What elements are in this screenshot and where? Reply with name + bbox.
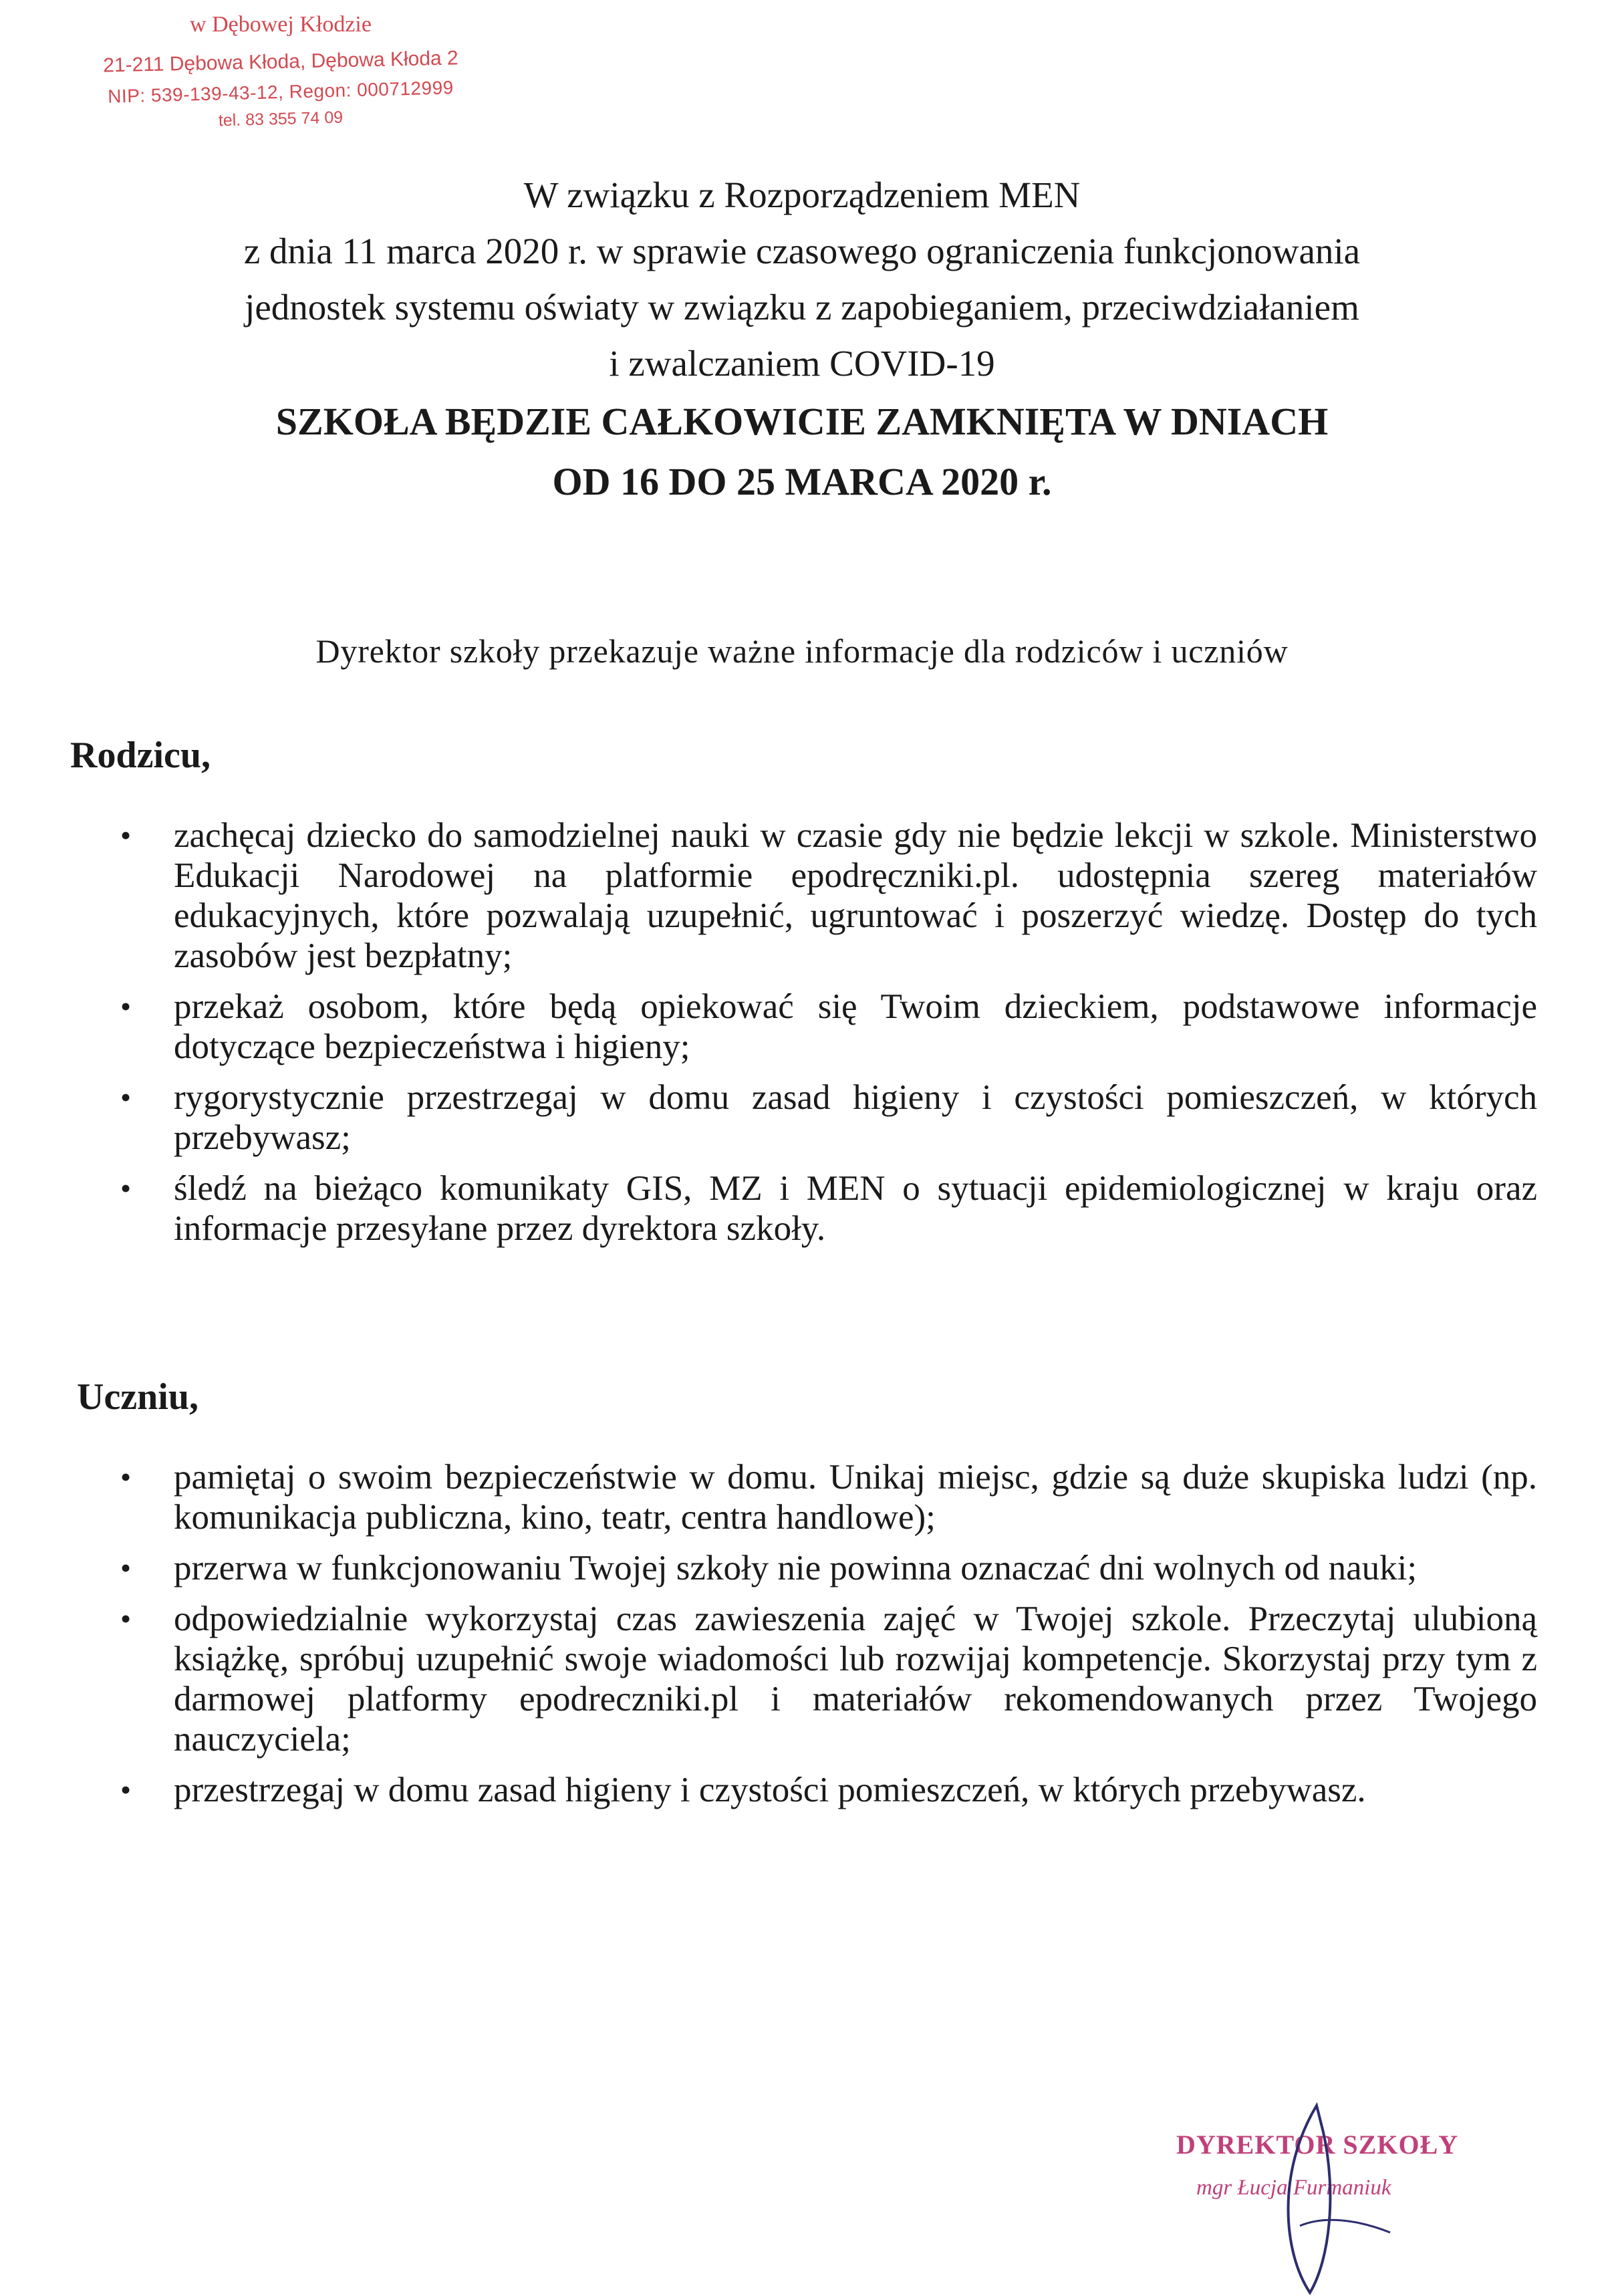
list-item: • pamiętaj o swoim bezpieczeństwie w domu. Unikaj miejsc, gdzie są duże skupiska ludzi (np. komunikacja publiczna, kino, teatr, centra handlowe);	[120, 1457, 1537, 1537]
list-item: • przekaż osobom, które będą opiekować się Twoim dzieckiem, podstawowe informacje dotyczące bezpieczeństwa i higieny;	[120, 987, 1537, 1067]
heading-line-3: jednostek systemu oświaty w związku z zapobieganiem, przeciwdziałaniem	[245, 287, 1359, 328]
director-stamp-title: DYREKTOR SZKOŁY	[1176, 2130, 1459, 2160]
school-stamp	[27, 0, 535, 129]
students-advice-list	[120, 1457, 1537, 1821]
stamp-line-cropped	[27, 0, 535, 7]
heading-line-1: W związku z Rozporządzeniem MEN	[523, 174, 1081, 215]
director-intro: Dyrektor szkoły przekazuje ważne informacje dla rodziców i uczniów	[315, 632, 1289, 670]
closure-notice-line-1: SZKOŁA BĘDZIE CAŁKOWICIE ZAMKNIĘTA W DNIACH	[275, 400, 1329, 443]
list-item: • przestrzegaj w domu zasad higieny i czystości pomieszczeń, w których przebywasz.	[120, 1770, 1537, 1810]
heading-line-4: i zwalczaniem COVID-19	[609, 343, 995, 384]
parents-advice-list	[120, 815, 1537, 1259]
list-item: • przerwa w funkcjonowaniu Twojej szkoły nie powinna oznaczać dni wolnych od nauki;	[120, 1548, 1537, 1588]
heading-line-2: z dnia 11 marca 2020 r. w sprawie czasowego ograniczenia funkcjonowania	[243, 231, 1361, 271]
list-item: • śledź na bieżąco komunikaty GIS, MZ i MEN o sytuacji epidemiologicznej w kraju oraz informacje przesyłane przez dyrektora szkoły.	[120, 1168, 1537, 1249]
announcement-heading	[67, 167, 1537, 512]
students-section-label: Uczniu,	[77, 1376, 198, 1418]
handwritten-signature	[1236, 2092, 1437, 2296]
director-stamp-name: mgr Łucja Furmaniuk	[1196, 2176, 1391, 2200]
stamp-school-location: w Dębowej Kłodzie	[190, 12, 372, 37]
list-item: • odpowiedzialnie wykorzystaj czas zawieszenia zajęć w Twojej szkole. Przeczytaj ulubioną książkę, spróbuj uzupełnić swoje wiadomości lub rozwijaj kompetencje. Skorzystaj przy tym z darmowej platformy epodreczniki.pl i materiałów rekomendowanych przez Twojego nauczyciela;	[120, 1599, 1537, 1759]
list-item: • rygorystycznie przestrzegaj w domu zasad higieny i czystości pomieszczeń, w których przebywasz;	[120, 1077, 1537, 1158]
list-item: • zachęcaj dziecko do samodzielnej nauki w czasie gdy nie będzie lekcji w szkole. Ministerstwo Edukacji Narodowej na platformie epodręczniki.pl. udostępnia szereg materiałów edukacyjnych, które pozwalają uzupełnić, ugruntować i poszerzyć wiedzę. Dostęp do tych zasobów jest bezpłatny;	[120, 815, 1537, 976]
parents-section-label: Rodzicu,	[70, 735, 211, 776]
stamp-address: 21-211 Dębowa Kłoda, Dębowa Kłoda 2	[102, 47, 459, 77]
stamp-phone: tel. 83 355 74 09	[218, 108, 344, 130]
stamp-nip-regon: NIP: 539-139-43-12, Regon: 000712999	[107, 77, 454, 107]
closure-notice-line-2: OD 16 DO 25 MARCA 2020 r.	[552, 460, 1052, 503]
